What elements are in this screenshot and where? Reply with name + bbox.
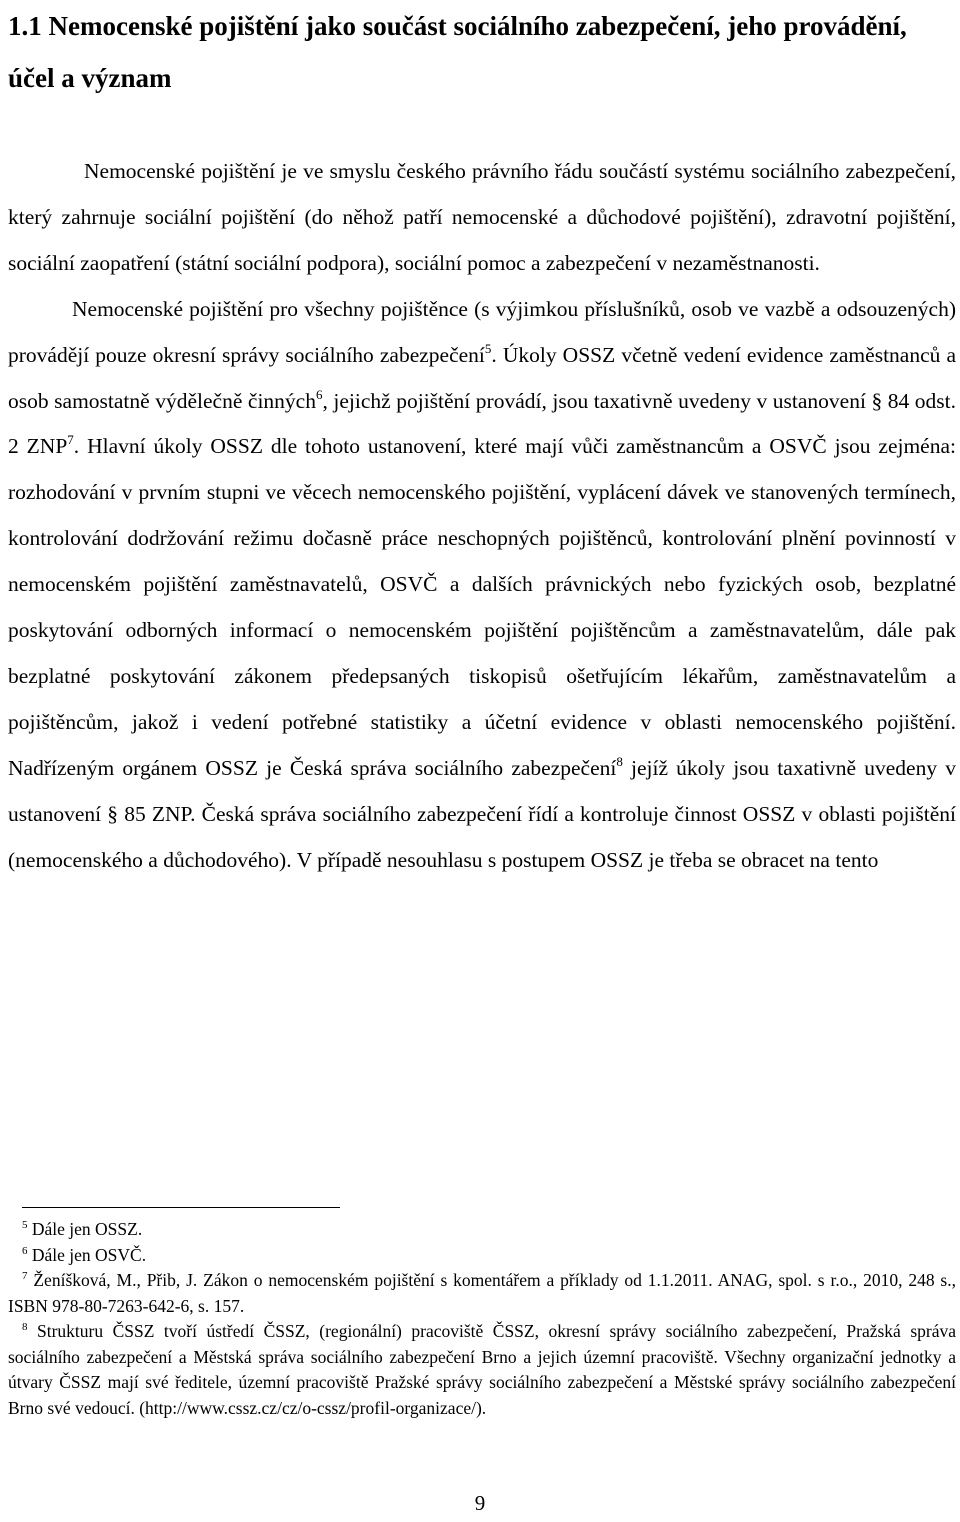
footnote-text: Dále jen OSSZ. bbox=[27, 1219, 143, 1239]
footnote-7 bbox=[8, 1268, 956, 1319]
section-heading: 1.1 Nemocenské pojištění jako součást sociálního zabezpečení, jeho provádění, účel a význam bbox=[8, 11, 907, 93]
footnote-6 bbox=[8, 1243, 956, 1269]
footnote-number: 8 bbox=[22, 1321, 28, 1333]
page-number: 9 bbox=[474, 1491, 486, 1515]
footnotes bbox=[8, 1217, 956, 1421]
footnote-number: 6 bbox=[22, 1244, 28, 1257]
footnote-separator bbox=[22, 1207, 340, 1208]
paragraph-2-part-1: Nemocenské pojištění pro všechny pojištěnce (s výjimkou příslušníků, osob ve vazbě a odsouzených) provádějí pouze okresní správy sociálního zabezpečení bbox=[8, 296, 956, 367]
footnote-ref-5: 5 bbox=[484, 340, 492, 356]
footnote-number: 7 bbox=[22, 1270, 28, 1282]
paragraph-2-part-4: . Hlavní úkoly OSSZ dle tohoto ustanovení, které mají vůči zaměstnancům a OSVČ jsou zejména: rozhodování v prvním stupni ve věcech nemocenského pojištění, vyplácení dávek ve stanovených termínech, kontrolování dodržování režimu dočasně práce neschopných pojištěnců, kontrolování plnění povinností v nemocenském pojištění zaměstnavatelů, OSVČ a dalších právnických nebo fyzických osob, bezplatné poskytování odborných informací o nemocenském pojištění pojištěncům a zaměstnavatelům, dále pak bezplatné poskytování zákonem předepsaných tiskopisů ošetřujícím lékařům, zaměstnavatelům a pojištěncům, jakož i vedení potřebné statistiky a účetní evidence v oblasti nemocenského pojištění. Nadřízeným orgánem OSSZ je Česká správa sociálního zabezpečení bbox=[8, 434, 956, 780]
body-text bbox=[8, 149, 956, 884]
footnote-text: Dále jen OSVČ. bbox=[27, 1244, 147, 1265]
footnote-text: Strukturu ČSSZ tvoří ústředí ČSSZ, (regionální) pracoviště ČSSZ, okresní správy sociálního zabezpečení, Pražská správa sociálního zabezpečení a Městská správa sociálního zabezpečení Brno a jejich územní pracoviště. Všechny organizační jednotky a útvary ČSSZ mají své ředitele, územní pracoviště Pražské správy sociálního zabezpečení a Městské správy sociálního zabezpečení Brno své vedoucí. (http://www.cssz.cz/cz/o-cssz/profil-organizace/). bbox=[8, 1321, 956, 1418]
footnote-ref-8: 8 bbox=[616, 753, 623, 769]
footnote-8 bbox=[8, 1319, 956, 1421]
footnote-number: 5 bbox=[22, 1219, 28, 1231]
footnote-ref-6: 6 bbox=[315, 386, 323, 402]
paragraph-1: Nemocenské pojištění je ve smyslu českého právního řádu součástí systému sociálního zabezpečení, který zahrnuje sociální pojištění (do něhož patří nemocenské a důchodové pojištění), zdravotní pojištění, sociální zaopatření (státní sociální podpora), sociální pomoc a zabezpečení v nezaměstnanosti. bbox=[8, 159, 956, 275]
paragraph-2-part-5: jejíž úkoly jsou taxativně uvedeny v ustanovení § 85 ZNP. Česká správa sociálního zabezpečení řídí a kontroluje činnost OSSZ v oblasti pojištění (nemocenského a důchodového). V případě nesouhlasu s postupem OSSZ je třeba se obracet na tento bbox=[8, 755, 956, 872]
paragraph-2-part-2: . Úkoly OSSZ včetně vedení evidence zaměstnanců a osob samostatně výdělečně činných bbox=[8, 342, 956, 413]
document-page bbox=[8, 0, 956, 1522]
footnote-text: Ženíšková, M., Přib, J. Zákon o nemocenském pojištění s komentářem a příklady od 1.1.2011. ANAG, spol. s r.o., 2010, 248 s., ISBN 978-80-7263-642-6, s. 157. bbox=[8, 1270, 956, 1316]
paragraph-2 bbox=[8, 287, 956, 884]
footnote-ref-7: 7 bbox=[67, 432, 74, 448]
paragraph-2-part-3: , jejichž pojištění provádí, jsou taxativně uvedeny v ustanovení § 84 odst. 2 ZNP bbox=[8, 388, 956, 459]
footnote-5 bbox=[8, 1217, 956, 1243]
